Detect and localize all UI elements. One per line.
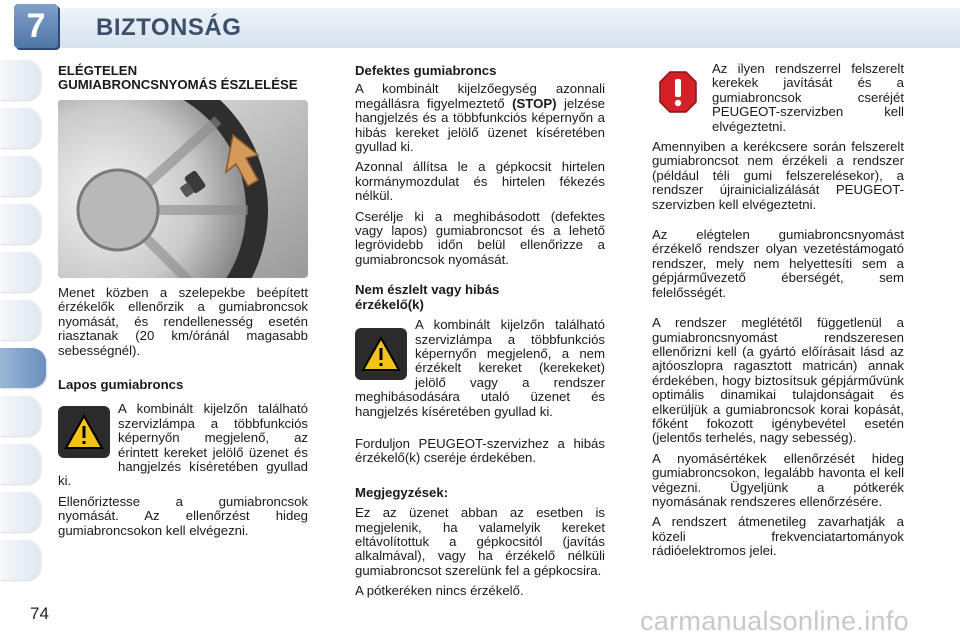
page-number: 74 xyxy=(30,604,49,623)
col3-paragraph-1: Amennyiben a kerékcsere során felszerelt gumiabroncsot nem érzékeli a rendszer (például téli gumi felszerelésekor), a rendszer újrainicializálását PEUGEOT-szervizben kell elvégeztetni. xyxy=(652,139,904,212)
text-run: jelzése hangjelzés és a többfunkciós képernyőn a hibás kereket jelölő üzenet kíséretében gyullad ki. xyxy=(355,95,605,155)
col3-paragraph-2: Az elégtelen gumiabroncsnyomást érzékelő rendszer olyan vezetéstámogató rendszer, mely nem helyettesíti sem a gépjárművezető éberségét, sem felelősségét. xyxy=(652,227,904,300)
flat-tyre-section xyxy=(58,378,308,544)
heading-line: ELÉGTELEN xyxy=(58,63,138,78)
column-2 xyxy=(355,64,605,605)
heading-line: GUMIABRONCSNYOMÁS ÉSZLELÉSE xyxy=(58,77,298,93)
defect-heading: Defektes gumiabroncs xyxy=(355,63,497,78)
stop-label: (STOP) xyxy=(512,95,557,111)
heading-line: Nem észlelt vagy hibás xyxy=(355,282,500,298)
stop-warning-icon xyxy=(652,66,704,118)
watermark: carmanualsonline.info xyxy=(640,606,909,636)
chapter-tab[interactable] xyxy=(0,540,40,580)
chapter-tab[interactable] xyxy=(0,108,40,148)
column-3 xyxy=(652,62,904,565)
chapter-tab[interactable] xyxy=(0,492,40,532)
heading-line: érzékelő(k) xyxy=(355,296,424,312)
chapter-header xyxy=(0,0,960,52)
chapter-tab-active[interactable] xyxy=(0,348,46,388)
col3-paragraph-5: A rendszert átmenetileg zavarhatják a közeli frekvenciatartományok rádióelektromos jelei. xyxy=(652,514,904,559)
repair-block xyxy=(652,62,904,140)
chapter-number-badge: 7 xyxy=(14,4,58,48)
intro-paragraph: Menet közben a szelepekbe beépített érzékelők ellenőrzik a gumiabroncsok nyomását, és rendellenesség esetén riasztanak (20 km/óránál magasabb sebességnél). xyxy=(58,285,308,358)
chapter-tab[interactable] xyxy=(0,444,40,484)
col3-paragraph-4: A nyomásértékek ellenőrzését hideg gumiabroncsokon, legalább havonta el kell végezni. Ügyeljünk a pótkerék nyomásának rendszeres ellenőrzésére. xyxy=(652,450,904,509)
text-run: A kombinált kijelzőegység azonnali megállásra figyelmeztető xyxy=(355,81,605,111)
defect-paragraph-3: Cserélje ki a meghibásodott (defektes vagy lapos) gumiabroncsot és a lehető legrövidebb időn belül ellenőrizze a gumiabroncsok nyomását. xyxy=(355,208,605,267)
sensor-block xyxy=(355,318,605,425)
sensor-heading xyxy=(355,283,605,312)
tyre-valve-photo xyxy=(58,100,308,278)
defect-paragraph-1 xyxy=(355,82,605,154)
chapter-tab[interactable] xyxy=(0,300,40,340)
flat-tyre-text: A kombinált kijelzőn található szervizlámpa a többfunkciós képernyőn megjelenő, az érintett kereket jelölő üzenet és hangjelzés kíséretében gyullad ki. xyxy=(58,402,308,489)
chapter-tab[interactable] xyxy=(0,60,40,100)
section-heading xyxy=(58,64,308,93)
notes-paragraph-2: A pótkeréken nincs érzékelő. xyxy=(355,583,524,599)
chapter-tab[interactable] xyxy=(0,252,40,292)
chapter-side-tabs xyxy=(0,50,46,590)
defect-paragraph-2: Azonnal állítsa le a gépkocsit hirtelen kormánymozdulat és hirtelen fékezés nélkül. xyxy=(355,159,605,204)
sensor-text: A kombinált kijelzőn található szervizlámpa a többfunkciós képernyőn megjelenő, a nem érzékelt kereket (kerekeket) jelölő vagy a rendszer meghibásodására utaló üzenet és hangjelzés kíséretében gyullad ki. xyxy=(355,318,605,419)
column-1 xyxy=(58,64,308,93)
col3-paragraph-3: A rendszer meglététől függetlenül a gumiabroncsnyomást rendszeresen ellenőrizni kell (a gyártó előírásait lásd az ajtóoszlopra ragasztott matricán) annak érdekében, hogy biztosítsuk gépjárművünk optimális dinamikai tulajdonságait és elkerüljük a gumiabroncsok korai kopását, főként fokozott igénybevétel esetén (jelentős terhelés, nagy sebesség). xyxy=(652,315,904,446)
repair-text: Az ilyen rendszerrel felszerelt kerekek javítását és a gumiabroncsok cseréjét PEUGEOT-szervizben kell elvégeztetni. xyxy=(712,62,904,134)
sensor-paragraph-2: Forduljon PEUGEOT-szervizhez a hibás érzékelő(k) cseréje érdekében. xyxy=(355,435,605,466)
warning-triangle-icon xyxy=(58,406,110,458)
flat-tyre-check: Ellenőriztesse a gumiabroncsok nyomását. Az ellenőrzést hideg gumiabroncsokon kell elvégezni. xyxy=(58,493,308,538)
notes-paragraph-1: Ez az üzenet abban az esetben is megjelenik, ha valamelyik kereket eltávolítottuk a gépkocsitól (javítás alkalmával), vagy ha érzékelő nélküli gumiabroncsot szerelünk fel a gépkocsira. xyxy=(355,505,605,578)
column-1-body xyxy=(58,286,308,364)
notes-heading: Megjegyzések: xyxy=(355,484,449,500)
warning-triangle-icon xyxy=(355,328,407,380)
flat-tyre-heading: Lapos gumiabroncs xyxy=(58,377,184,392)
chapter-tab[interactable] xyxy=(0,396,40,436)
chapter-title: BIZTONSÁG xyxy=(96,14,242,41)
flat-tyre-block xyxy=(58,402,308,494)
chapter-tab[interactable] xyxy=(0,156,40,196)
chapter-tab[interactable] xyxy=(0,204,40,244)
